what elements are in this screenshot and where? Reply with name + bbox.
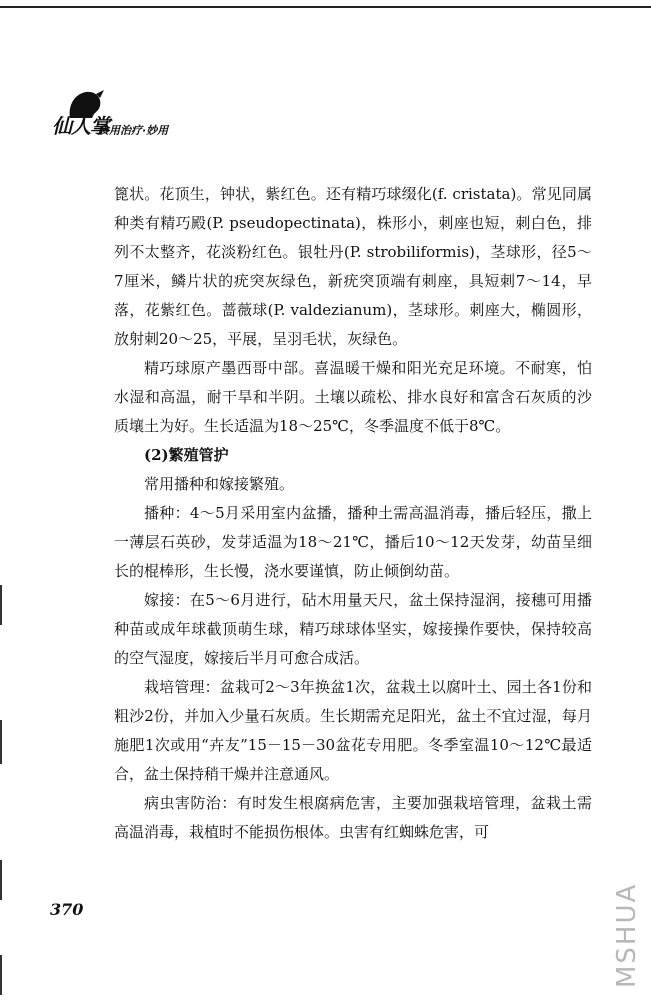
watermark: MSHUA: [612, 882, 642, 988]
left-edge-mark: [0, 860, 2, 900]
left-edge-mark: [0, 585, 2, 625]
header-title-small: 食用治疗·妙用: [98, 124, 169, 137]
left-edge-mark: [0, 955, 2, 995]
paragraph-6: 栽培管理：盆栽可2～3年换盆1次，盆栽土以腐叶土、园土各1份和粗沙2份，并加入少量石灰质。生长期需充足阳光，盆土不宜过湿，每月施肥1次或用“卉友”15－15－30盆花专用肥。冬季室温10～12℃最适合，盆土保持稍干燥并注意通风。: [114, 678, 592, 783]
paragraph-5: 嫁接：在5～6月进行，砧木用量天尺，盆土保持湿润，接穗可用播种苗或成年球截顶萌生球，精巧球球体坚实，嫁接操作要快，保持较高的空气湿度，嫁接后半月可愈合成活。: [114, 591, 592, 667]
paragraph-2: 精巧球原产墨西哥中部。喜温暖干燥和阳光充足环境。不耐寒，怕水湿和高温，耐干旱和半阴。土壤以疏松、排水良好和富含石灰质的沙质壤土为好。生长适温为18～25℃，冬季温度不低于8℃。: [114, 359, 592, 435]
paragraph-7: 病虫害防治：有时发生根腐病危害，主要加强栽培管理，盆栽土需高温消毒，栽植时不能损伤根体。虫害有红蜘蛛危害，可: [114, 794, 592, 841]
header-title-big: 仙人掌: [52, 114, 109, 138]
section-heading: (2)繁殖管护: [144, 446, 229, 464]
paragraph-3: 常用播种和嫁接繁殖。: [144, 475, 295, 493]
body-text: [114, 180, 592, 847]
header-logo: [48, 88, 218, 148]
paragraph-4: 播种：4～5月采用室内盆播，播种土需高温消毒，播后轻压，撒上一薄层石英砂，发芽适温为18～21℃，播后10～12天发芽，幼苗呈细长的棍棒形，生长慢，浇水要谨慎，防止倾倒幼苗。: [114, 504, 592, 580]
left-edge-mark: [0, 720, 2, 764]
top-rule: [0, 6, 651, 8]
page-number: 370: [50, 900, 84, 919]
paragraph-1: 篦状。花顶生，钟状，紫红色。还有精巧球缀化(f. cristata)。常见同属种类有精巧殿(P. pseudopectinata)，株形小，刺座也短，刺白色，排列不太整齐，花淡粉红色。银牡丹(P. strobiliformis)，茎球形，径5～7厘米，鳞片状的疣突灰绿色，新疣突顶端有刺座，具短刺7～14，早落，花紫红色。蔷薇球(P. valdezianum)，茎球形。刺座大，椭圆形，放射刺20～25，平展，呈羽毛状，灰绿色。: [114, 185, 592, 348]
